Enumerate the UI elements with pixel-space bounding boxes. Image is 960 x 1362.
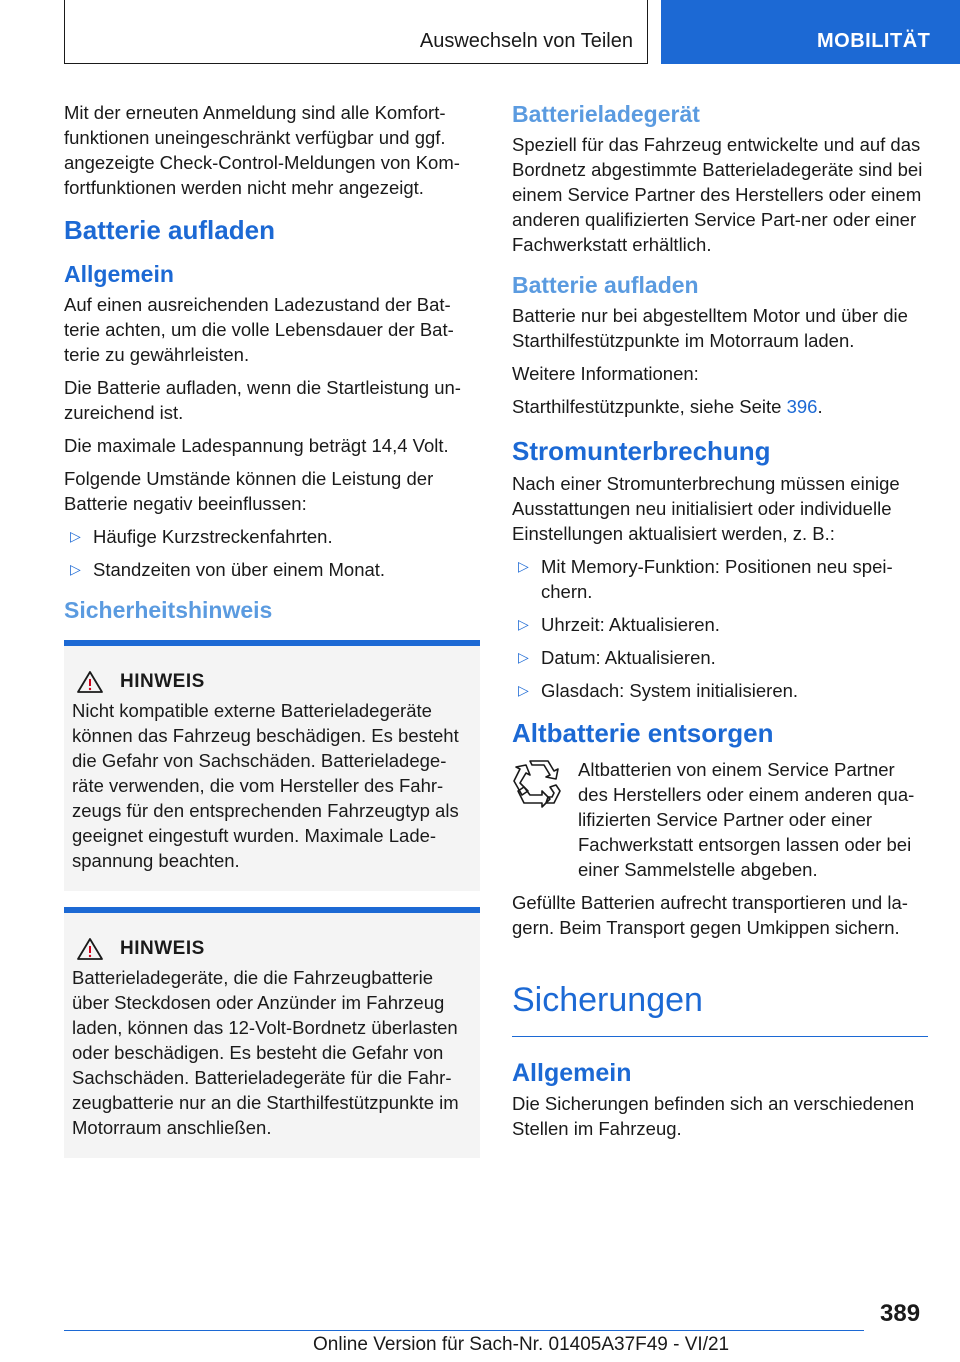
triangle-right-icon: ▷ (518, 558, 529, 574)
triangle-right-icon: ▷ (518, 682, 529, 698)
footer-divider (64, 1330, 864, 1331)
footer-online-version: Online Version für Sach-Nr. 01405A37F49 - VI/21 (313, 1334, 730, 1355)
paragraph: Batterie nur bei abgestelltem Motor und über die Starthilfestützpunkte im Motorraum laden. (512, 305, 908, 351)
paragraph: Die maximale Ladespannung beträgt 14,4 Volt. (64, 435, 449, 456)
page-reference-link[interactable]: 396 (786, 396, 818, 417)
heading-general: Allgemein (512, 1059, 632, 1087)
page-number: 389 (880, 1300, 921, 1327)
paragraph: Die Sicherungen befinden sich an verschiedenen Stellen im Fahrzeug. (512, 1093, 915, 1139)
paragraph: Speziell für das Fahrzeug entwickelte und auf das Bordnetz abgestimmte Batterieladegeräte sind bei einem Service Partner des Herstellers oder einem anderen qualifizierten Service Part-ner oder einer Fachwerkstatt erhältlich. (512, 134, 923, 255)
triangle-right-icon: ▷ (518, 649, 529, 665)
recycle-icon (512, 757, 564, 809)
list-item: ▷ Standzeiten von über einem Monat. (70, 559, 386, 580)
disposal-block (512, 757, 928, 882)
heading-disposal: Altbatterie entsorgen (512, 718, 774, 748)
triangle-right-icon: ▷ (70, 561, 81, 577)
heading-safety: Sicherheitshinweis (64, 597, 273, 623)
right-column (512, 100, 928, 1149)
heading-charger: Batterieladegerät (512, 101, 700, 127)
bullet-list (64, 524, 480, 582)
list-item: ▷ Mit Memory-Funktion: Positionen neu spei-chern. (518, 556, 893, 602)
notice-box (64, 640, 480, 891)
intro-paragraph: Mit der erneuten Anmeldung sind alle Komfort-funktionen uneingeschränkt verfügbar und ggf. angezeigte Check-Control-Meldungen von Kom-fortfunktionen werden nicht mehr angezeigt. (64, 102, 460, 198)
triangle-right-icon: ▷ (70, 528, 81, 544)
list-item: ▷ Häufige Kurzstreckenfahrten. (70, 526, 333, 547)
disposal-paragraph: Altbatterien von einem Service Partner des Herstellers oder einem anderen qua-lifizierten Service Partner oder einer Fachwerkstatt entsorgen lassen oder bei einer Sammelstelle abgeben. (578, 759, 915, 880)
heading-charge: Batterie aufladen (512, 272, 699, 298)
heading-battery-charge: Batterie aufladen (64, 215, 275, 245)
notice-title: HINWEIS (120, 671, 205, 692)
paragraph: Gefüllte Batterien aufrecht transportieren und la-gern. Beim Transport gegen Umkippen sichern. (512, 892, 908, 938)
header-section-box (64, 0, 648, 64)
notice-text: Nicht kompatible externe Batterieladegeräte können das Fahrzeug beschädigen. Es besteht die Gefahr von Sachschäden. Batterieladege-räte verwenden, die vom Hersteller des Fahr-zeugs für den entsprechenden Fahrzeugtyp als geeignet eingestuft wurden. Maximale Lade-spannung beachten. (72, 700, 459, 871)
paragraph: Die Batterie aufladen, wenn die Startleistung un-zureichend ist. (64, 377, 461, 423)
header-section-title: Auswechseln von Teilen (419, 30, 633, 52)
heading-power-interruption: Stromunterbrechung (512, 436, 771, 466)
paragraph: Folgende Umstände können die Leistung der Batterie negativ beeinflussen: (64, 468, 434, 514)
heading-fuses: Sicherungen (512, 978, 928, 1037)
list-item: ▷ Uhrzeit: Aktualisieren. (518, 614, 720, 635)
list-item: ▷ Glasdach: System initialisieren. (518, 680, 799, 701)
paragraph: Weitere Informationen: (512, 363, 699, 384)
bullet-list (512, 554, 928, 703)
header-chapter-tab (661, 0, 960, 64)
notice-text: Batterieladegeräte, die die Fahrzeugbatterie über Steckdosen oder Anzünder im Fahrzeug laden, können das 12-Volt-Bordnetz überlasten oder beschädigen. Es besteht die Gefahr von Sachschäden. Batterieladegeräte für die Fahr-zeugbatterie nur an die Starthilfestützpunkte im Motorraum anschließen. (72, 967, 459, 1138)
left-column (64, 100, 480, 1170)
heading-general: Allgemein (64, 261, 174, 287)
paragraph-reference: Starthilfestützpunkte, siehe Seite 396. (512, 396, 823, 417)
paragraph: Nach einer Stromunterbrechung müssen einige Ausstattungen neu initialisiert oder individuelle Einstellungen aktualisiert werden, z. B.: (512, 473, 900, 544)
triangle-right-icon: ▷ (518, 616, 529, 632)
list-item: ▷ Datum: Aktualisieren. (518, 647, 716, 668)
warning-triangle-icon (76, 937, 104, 961)
notice-box (64, 907, 480, 1158)
header-chapter-title: MOBILITÄT (817, 30, 931, 52)
notice-title: HINWEIS (120, 938, 205, 959)
paragraph: Auf einen ausreichenden Ladezustand der Bat-terie achten, um die volle Lebensdauer der Bat-terie zu gewährleisten. (64, 294, 454, 365)
warning-triangle-icon (76, 670, 104, 694)
